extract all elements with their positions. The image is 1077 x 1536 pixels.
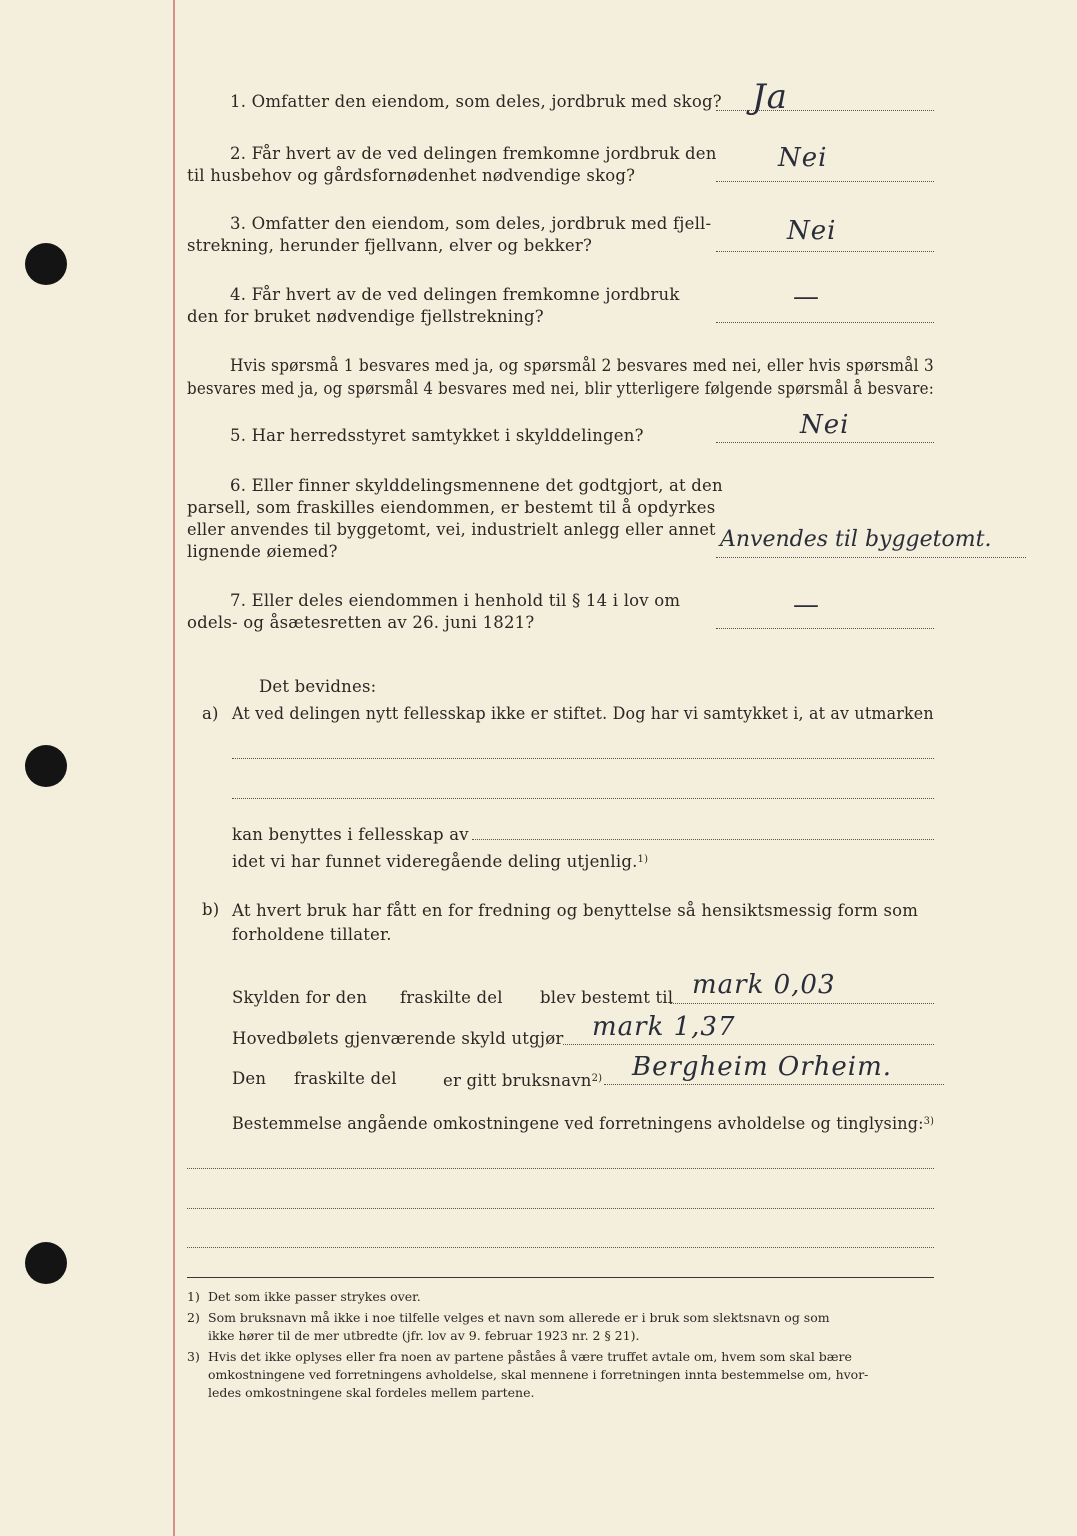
punch-hole-middle (25, 745, 67, 787)
bestemmelse-blank-line-2 (187, 1208, 934, 1209)
skyld-line-3-answer-line (604, 1084, 944, 1085)
question-2-line-2: til husbehov og gårdsfornødenhet nødvendige skog? (187, 166, 636, 185)
question-5-answer: Nei (800, 410, 850, 440)
section-a-blank-line-1 (232, 758, 934, 759)
red-margin-line (173, 0, 175, 1536)
bevidnes-heading: Det bevidnes: (259, 677, 377, 696)
skyld-line-3-answer: Bergheim Orheim. (632, 1052, 893, 1082)
footnote-separator (187, 1277, 934, 1278)
section-b-line-1: At hvert bruk har fått en for fredning og benyttelse så hensiktsmessig form som (232, 901, 919, 920)
section-b-line-2: forholdene tillater. (232, 925, 392, 944)
question-2-line-1: 2. Får hvert av de ved delingen fremkomne jordbruk den (230, 144, 717, 163)
section-a-footnote-mark: 1) (637, 854, 649, 865)
question-3-line-2: strekning, herunder fjellvann, elver og bekker? (187, 236, 592, 255)
question-1-text: 1. Omfatter den eiendom, som deles, jordbruk med skog? (230, 92, 722, 111)
skyld-line-1-c: blev bestemt til (540, 988, 674, 1007)
question-2-answer-line (716, 181, 934, 182)
question-4-answer-line (716, 322, 934, 323)
question-7-line-2: odels- og åsætesretten av 26. juni 1821? (187, 613, 535, 632)
footnote-2-line-1: Som bruksnavn må ikke i noe tilfelle velges et navn som allerede er i bruk som slektsnavn og som (208, 1310, 830, 1325)
question-7-answer: — (793, 590, 820, 620)
punch-hole-top (25, 243, 67, 285)
intro-line-1: Hvis spørsmå 1 besvares med ja, og spørsmål 2 besvares med nei, eller hvis spørsmål 3 (230, 356, 934, 375)
question-6-line-3: eller anvendes til byggetomt, vei, industrielt anlegg eller annet (187, 520, 716, 539)
question-5-text: 5. Har herredsstyret samtykket i skylddelingen? (230, 426, 644, 445)
section-a-line-1: At ved delingen nytt fellesskap ikke er stiftet. Dog har vi samtykket i, at av utmarken (232, 704, 934, 723)
question-3-answer: Nei (787, 216, 837, 246)
question-1-answer-line (716, 110, 934, 111)
question-2-answer: Nei (778, 143, 828, 173)
section-a-line-2: kan benyttes i fellesskap av (232, 825, 469, 844)
question-3-line-1: 3. Omfatter den eiendom, som deles, jordbruk med fjell- (230, 214, 712, 233)
question-7-line-1: 7. Eller deles eiendommen i henhold til § 14 i lov om (230, 591, 681, 610)
skyld-line-3-c-wrap (443, 1068, 602, 1092)
footnote-3-line-1: Hvis det ikke oplyses eller fra noen av partene påståes å være truffet avtale om, hvem som skal bære (208, 1349, 852, 1364)
skyld-line-2-answer-line (563, 1044, 934, 1045)
question-6-answer-line (716, 557, 1026, 558)
skyld-line-3-c: er gitt bruksnavn (443, 1071, 592, 1090)
question-3-answer-line (716, 251, 934, 252)
bestemmelse-text: Bestemmelse angående omkostningene ved forretningens avholdelse og tinglysing: (232, 1114, 924, 1133)
bestemmelse-blank-line-3 (187, 1247, 934, 1248)
skyld-line-3-b: fraskilte del (294, 1069, 397, 1088)
question-7-answer-line (716, 628, 934, 629)
bestemmelse-wrap (232, 1111, 934, 1135)
footnote-3-line-3: ledes omkostningene skal fordeles mellem partene. (208, 1385, 535, 1400)
skyld-line-1-answer: mark 0,03 (692, 970, 836, 1000)
footnote-1-text: Det som ikke passer strykes over. (208, 1289, 421, 1304)
section-a-label: a) (202, 704, 219, 723)
skyld-line-2-answer: mark 1,37 (592, 1012, 736, 1042)
footnote-2-line-2: ikke hører til de mer utbredte (jfr. lov av 9. februar 1923 nr. 2 § 21). (208, 1328, 640, 1343)
intro-line-2: besvares med ja, og spørsmål 4 besvares med nei, blir ytterligere følgende spørsmål å besvare: (187, 379, 934, 398)
footnote-3-mark: 3) (187, 1349, 200, 1364)
section-a-fellesskap-line (472, 839, 934, 840)
bestemmelse-blank-line-1 (187, 1168, 934, 1169)
bestemmelse-footnote-mark: 3) (923, 1116, 935, 1127)
section-a-blank-line-2 (232, 798, 934, 799)
question-1-answer: Ja (752, 77, 788, 117)
skyld-line-2-label: Hovedbølets gjenværende skyld utgjør (232, 1029, 564, 1048)
skyld-line-3-footnote-mark: 2) (591, 1073, 603, 1084)
question-4-line-2: den for bruket nødvendige fjellstrekning? (187, 307, 544, 326)
section-a-line-3: idet vi har funnet videregående deling utjenlig. (232, 852, 638, 871)
section-a-line-3-wrap (232, 849, 648, 873)
question-6-line-2: parsell, som fraskilles eiendommen, er bestemt til å opdyrkes (187, 498, 716, 517)
question-4-line-1: 4. Får hvert av de ved delingen fremkomne jordbruk (230, 285, 680, 304)
question-6-line-1: 6. Eller finner skylddelingsmennene det godtgjort, at den (230, 476, 723, 495)
footnote-1-mark: 1) (187, 1289, 200, 1304)
question-4-answer: — (793, 282, 820, 312)
footnote-2-mark: 2) (187, 1310, 200, 1325)
skyld-line-1-a: Skylden for den (232, 988, 368, 1007)
punch-hole-bottom (25, 1242, 67, 1284)
footnote-3-line-2: omkostningene ved forretningens avholdelse, skal mennene i forretningen innta bestemmelse om, hvor- (208, 1367, 869, 1382)
skyld-line-3-a: Den (232, 1069, 267, 1088)
skyld-line-1-answer-line (670, 1003, 934, 1004)
question-6-line-4: lignende øiemed? (187, 542, 338, 561)
skyld-line-1-b: fraskilte del (400, 988, 503, 1007)
question-6-answer: Anvendes til byggetomt. (720, 527, 992, 552)
section-b-label: b) (202, 900, 220, 919)
question-5-answer-line (716, 442, 934, 443)
